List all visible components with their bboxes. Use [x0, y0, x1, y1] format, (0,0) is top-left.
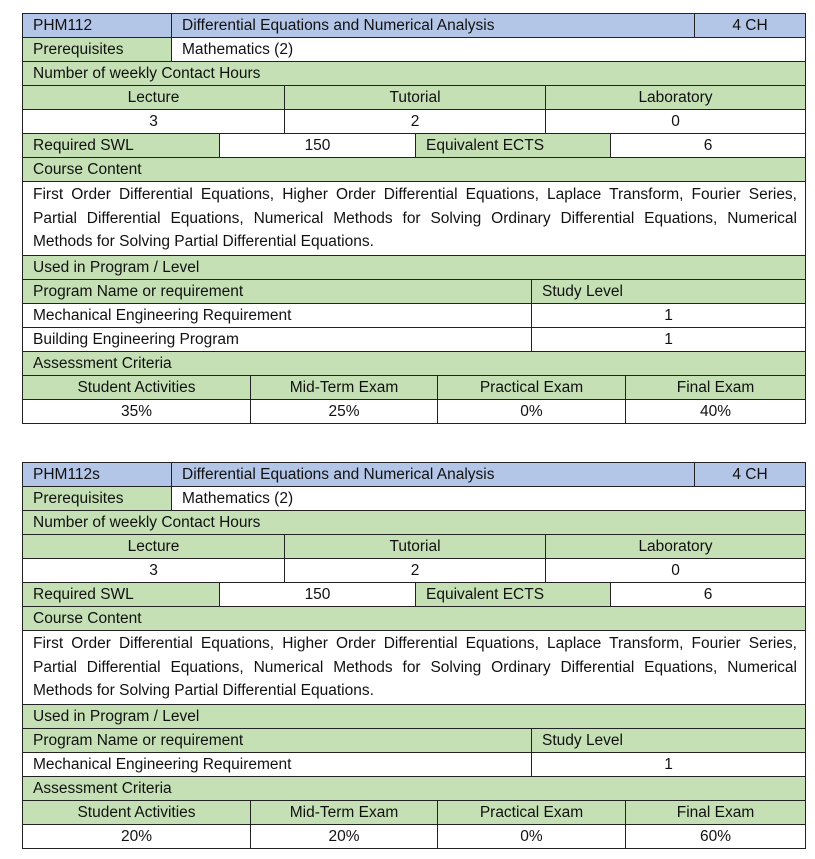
- program-name: Building Engineering Program: [23, 328, 532, 352]
- course-content-label: Course Content: [23, 158, 806, 182]
- tutorial-hours: 2: [285, 110, 546, 134]
- course-content-label: Course Content: [23, 607, 806, 631]
- course-content-text: First Order Differential Equations, Higher Order Differential Equations, Laplace Transform, Fourier Series, Partial Differential Equations, Numerical Methods for Solving Ordinary Differential Equations, Numerical Methods for Solving Partial Differential Equations.: [23, 631, 806, 705]
- study-level-header: Study Level: [532, 280, 806, 304]
- ects-value: 6: [611, 583, 806, 607]
- ects-label: Equivalent ECTS: [416, 134, 611, 158]
- tutorial-hours: 2: [285, 559, 546, 583]
- ects-label: Equivalent ECTS: [416, 583, 611, 607]
- swl-label: Required SWL: [23, 583, 220, 607]
- used-in-title-row: [23, 705, 806, 729]
- program-name: Mechanical Engineering Requirement: [23, 753, 532, 777]
- prerequisites-label: Prerequisites: [23, 38, 172, 62]
- credit-hours: 4 CH: [695, 463, 806, 487]
- course-title: Differential Equations and Numerical Analysis: [172, 463, 695, 487]
- program-name-header: Program Name or requirement: [23, 729, 532, 753]
- swl-value: 150: [220, 134, 416, 158]
- prerequisites-value: Mathematics (2): [172, 38, 806, 62]
- prerequisites-row: [23, 487, 806, 511]
- credit-hours: 4 CH: [695, 14, 806, 38]
- study-level-header: Study Level: [532, 729, 806, 753]
- ects-value: 6: [611, 134, 806, 158]
- lecture-hours: 3: [23, 559, 285, 583]
- course-code: PHM112: [23, 14, 172, 38]
- program-row: [23, 304, 806, 328]
- assessment-values-row: [23, 825, 806, 849]
- assessment-header-row: [23, 801, 806, 825]
- program-row: [23, 328, 806, 352]
- swl-label: Required SWL: [23, 134, 220, 158]
- student-activities-header: Student Activities: [23, 376, 251, 400]
- final-exam-header: Final Exam: [626, 801, 806, 825]
- contact-hours-values-row: [23, 559, 806, 583]
- tutorial-header: Tutorial: [285, 86, 546, 110]
- contact-hours-header-row: [23, 86, 806, 110]
- assessment-label: Assessment Criteria: [23, 777, 806, 801]
- student-activities-value: 20%: [23, 825, 251, 849]
- prerequisites-label: Prerequisites: [23, 487, 172, 511]
- course-content-text: First Order Differential Equations, Higher Order Differential Equations, Laplace Transform, Fourier Series, Partial Differential Equations, Numerical Methods for Solving Ordinary Differential Equations, Numerical Methods for Solving Partial Differential Equations.: [23, 182, 806, 256]
- midterm-exam-header: Mid-Term Exam: [251, 376, 438, 400]
- laboratory-header: Laboratory: [546, 535, 806, 559]
- contact-hours-title-row: [23, 511, 806, 535]
- course-content-row: [23, 182, 806, 256]
- final-exam-value: 60%: [626, 825, 806, 849]
- program-row: [23, 753, 806, 777]
- used-in-title-row: [23, 256, 806, 280]
- course-content-title-row: [23, 607, 806, 631]
- lecture-hours: 3: [23, 110, 285, 134]
- swl-value: 150: [220, 583, 416, 607]
- contact-hours-values-row: [23, 110, 806, 134]
- laboratory-hours: 0: [546, 559, 806, 583]
- student-activities-value: 35%: [23, 400, 251, 424]
- course-table-phm112: [22, 13, 806, 424]
- assessment-title-row: [23, 777, 806, 801]
- contact-hours-label: Number of weekly Contact Hours: [23, 62, 806, 86]
- prerequisites-value: Mathematics (2): [172, 487, 806, 511]
- course-title: Differential Equations and Numerical Analysis: [172, 14, 695, 38]
- contact-hours-label: Number of weekly Contact Hours: [23, 511, 806, 535]
- laboratory-hours: 0: [546, 110, 806, 134]
- practical-exam-value: 0%: [438, 825, 626, 849]
- final-exam-header: Final Exam: [626, 376, 806, 400]
- tutorial-header: Tutorial: [285, 535, 546, 559]
- lecture-header: Lecture: [23, 86, 285, 110]
- lecture-header: Lecture: [23, 535, 285, 559]
- course-header-row: [23, 463, 806, 487]
- assessment-header-row: [23, 376, 806, 400]
- used-in-label: Used in Program / Level: [23, 705, 806, 729]
- course-code: PHM112s: [23, 463, 172, 487]
- midterm-exam-value: 25%: [251, 400, 438, 424]
- course-header-row: [23, 14, 806, 38]
- swl-ects-row: [23, 583, 806, 607]
- final-exam-value: 40%: [626, 400, 806, 424]
- prerequisites-row: [23, 38, 806, 62]
- assessment-title-row: [23, 352, 806, 376]
- used-in-label: Used in Program / Level: [23, 256, 806, 280]
- practical-exam-value: 0%: [438, 400, 626, 424]
- program-name-header: Program Name or requirement: [23, 280, 532, 304]
- assessment-values-row: [23, 400, 806, 424]
- programs-header-row: [23, 280, 806, 304]
- midterm-exam-header: Mid-Term Exam: [251, 801, 438, 825]
- practical-exam-header: Practical Exam: [438, 376, 626, 400]
- contact-hours-header-row: [23, 535, 806, 559]
- study-level: 1: [532, 304, 806, 328]
- assessment-label: Assessment Criteria: [23, 352, 806, 376]
- practical-exam-header: Practical Exam: [438, 801, 626, 825]
- contact-hours-title-row: [23, 62, 806, 86]
- course-content-title-row: [23, 158, 806, 182]
- program-name: Mechanical Engineering Requirement: [23, 304, 532, 328]
- midterm-exam-value: 20%: [251, 825, 438, 849]
- course-content-row: [23, 631, 806, 705]
- swl-ects-row: [23, 134, 806, 158]
- study-level: 1: [532, 328, 806, 352]
- laboratory-header: Laboratory: [546, 86, 806, 110]
- student-activities-header: Student Activities: [23, 801, 251, 825]
- course-table-phm112s: [22, 462, 806, 849]
- study-level: 1: [532, 753, 806, 777]
- programs-header-row: [23, 729, 806, 753]
